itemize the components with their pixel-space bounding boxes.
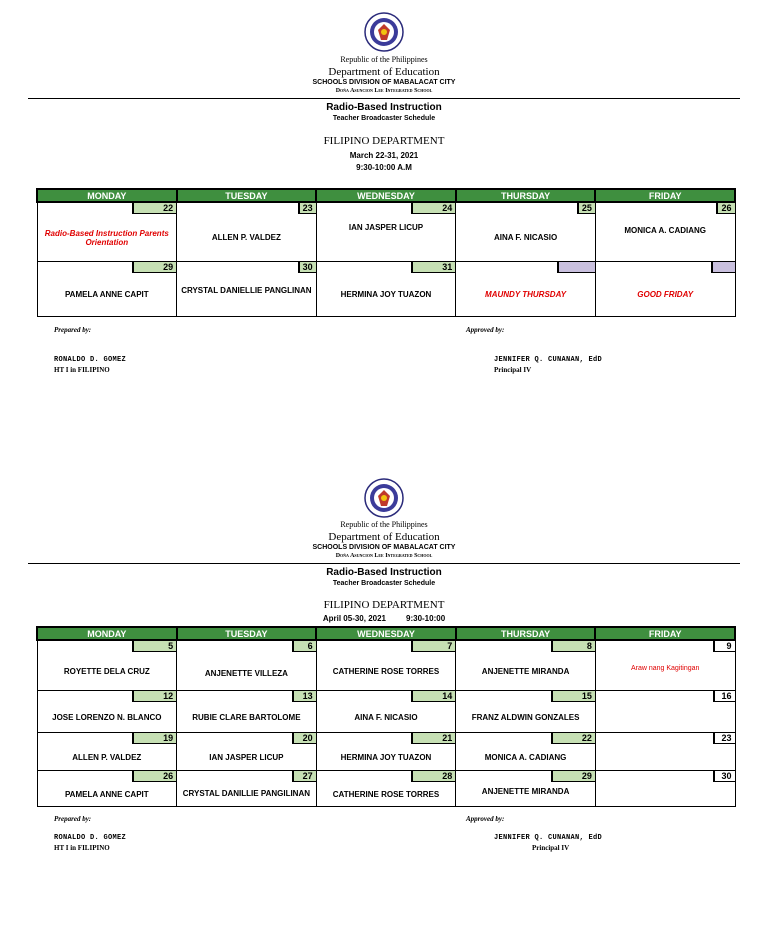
day-header: THURSDAY — [456, 189, 596, 202]
day-cell — [456, 640, 596, 690]
date-number: 12 — [132, 691, 176, 702]
schedule-table — [36, 626, 736, 807]
date-number: 30 — [713, 771, 735, 782]
date-number: 30 — [298, 262, 316, 273]
date-number: 6 — [292, 641, 316, 652]
day-cell — [177, 732, 317, 770]
teacher-name: RUBIE CLARE BARTOLOME — [192, 712, 301, 722]
schedule-subtitle: Teacher Broadcaster Schedule — [332, 115, 436, 122]
schedule-subtitle: Teacher Broadcaster Schedule — [332, 580, 436, 587]
schedule-dates-time — [0, 614, 768, 623]
date-number: 26 — [716, 203, 734, 214]
department-line: Department of Education — [328, 66, 440, 78]
preparer-title: HT I in FILIPINO — [54, 844, 110, 852]
schedule-title: Radio-Based Instruction — [326, 567, 442, 578]
date-number: 19 — [132, 733, 176, 744]
date-number: 16 — [713, 691, 735, 702]
schedule-dates: March 22-31, 2021 — [349, 151, 419, 160]
date-number: 22 — [551, 733, 595, 744]
day-cell — [456, 202, 596, 261]
date-number: 22 — [132, 203, 176, 214]
division-line: SCHOOLS DIVISION OF MABALACAT CITY — [312, 79, 456, 86]
schedule-dates: April 05-30, 2021 — [322, 614, 386, 623]
teacher-name: Radio-Based Instruction Parents Orientation — [44, 228, 169, 247]
deped-seal-icon — [364, 12, 404, 52]
approver-title: Principal IV — [532, 844, 570, 852]
day-cell — [177, 770, 317, 806]
weekday-header-row — [37, 189, 735, 202]
day-cell — [37, 732, 177, 770]
day-cell — [595, 690, 735, 732]
teacher-name: ALLEN P. VALDEZ — [72, 752, 142, 762]
schedule-title: Radio-Based Instruction — [326, 102, 442, 113]
date-number: 9 — [713, 641, 735, 652]
teacher-name: CRYSTAL DANIELLIE PANGLINAN — [181, 286, 312, 295]
day-cell — [595, 202, 735, 261]
approver-name: JENNIFER Q. CUNANAN, EdD — [494, 834, 603, 842]
week-row — [37, 690, 735, 732]
date-number: 26 — [132, 771, 176, 782]
teacher-name: AINA F. NICASIO — [493, 233, 558, 243]
approver-title: Principal IV — [494, 366, 532, 374]
day-cell — [595, 732, 735, 770]
teacher-name: ALLEN P. VALDEZ — [211, 233, 281, 243]
day-cell — [595, 770, 735, 806]
day-cell — [177, 690, 317, 732]
weekday-header-row — [37, 627, 735, 640]
day-header: MONDAY — [37, 627, 177, 640]
day-cell — [316, 640, 456, 690]
day-cell — [456, 261, 596, 316]
teacher-name — [596, 745, 735, 757]
schedule-time: 9:30-10:00 A.M — [356, 163, 412, 172]
teacher-name: ANJENETTE MIRANDA — [481, 786, 570, 796]
teacher-name: CRYSTAL DANILLIE PANGILINAN — [182, 788, 311, 798]
day-cell — [456, 732, 596, 770]
day-cell — [177, 640, 317, 690]
day-header: THURSDAY — [456, 627, 596, 640]
day-cell — [177, 202, 317, 261]
day-header: MONDAY — [37, 189, 177, 202]
day-header: WEDNESDAY — [316, 189, 456, 202]
approved-by-label: Approved by: — [466, 815, 505, 823]
teacher-name: AINA F. NICASIO — [354, 712, 418, 722]
date-number: 24 — [411, 203, 455, 214]
approved-by-label: Approved by: — [466, 326, 505, 334]
teacher-name — [596, 782, 735, 794]
teacher-name: ANJENETTE VILLEZA — [204, 668, 288, 678]
day-cell — [595, 261, 735, 316]
department-name: FILIPINO DEPARTMENT — [323, 599, 445, 611]
preparer-title: HT I in FILIPINO — [54, 366, 110, 374]
day-header: FRIDAY — [595, 627, 735, 640]
schedule-time: 9:30-10:00 — [406, 614, 446, 623]
date-number: 13 — [292, 691, 316, 702]
date-number: 14 — [411, 691, 455, 702]
day-header: TUESDAY — [177, 189, 317, 202]
day-cell — [316, 770, 456, 806]
day-cell — [316, 690, 456, 732]
teacher-name: MONICA A. CADIANG — [624, 226, 706, 236]
division-line: SCHOOLS DIVISION OF MABALACAT CITY — [312, 544, 456, 551]
prepared-by-label: Prepared by: — [54, 815, 92, 823]
date-number: 29 — [132, 262, 176, 273]
department-line: Department of Education — [328, 531, 440, 543]
teacher-name: IAN JASPER LICUP — [348, 223, 424, 233]
day-cell — [37, 202, 177, 261]
teacher-name: CATHERINE ROSE TORRES — [332, 789, 440, 799]
schedule-table — [36, 188, 736, 317]
day-cell — [316, 202, 456, 261]
day-cell — [316, 261, 456, 316]
day-cell — [177, 261, 317, 316]
approver-name: JENNIFER Q. CUNANAN, EdD — [494, 356, 603, 364]
week-row — [37, 640, 735, 690]
teacher-name: JOSE LORENZO N. BLANCO — [52, 712, 162, 722]
holiday-label: Araw nang Kagitingan — [630, 664, 700, 672]
week-row — [37, 732, 735, 770]
teacher-name: MONICA A. CADIANG — [484, 752, 567, 762]
teacher-name: PAMELA ANNE CAPIT — [64, 290, 149, 299]
date-number: 15 — [551, 691, 595, 702]
date-number: 27 — [292, 771, 316, 782]
prepared-by-label: Prepared by: — [54, 326, 92, 334]
day-cell — [595, 640, 735, 690]
day-cell — [456, 690, 596, 732]
holiday-label: GOOD FRIDAY — [637, 290, 694, 299]
day-cell — [456, 770, 596, 806]
date-number: 5 — [132, 641, 176, 652]
date-number — [711, 262, 735, 273]
date-number: 8 — [551, 641, 595, 652]
teacher-name: HERMINA JOY TUAZON — [340, 752, 432, 762]
date-number: 21 — [411, 733, 455, 744]
day-header: WEDNESDAY — [316, 627, 456, 640]
republic-line: Republic of the Philippines — [340, 55, 428, 64]
date-number: 7 — [411, 641, 455, 652]
day-header: FRIDAY — [595, 189, 735, 202]
teacher-name — [596, 705, 735, 717]
date-number: 25 — [577, 203, 595, 214]
teacher-name: IAN JASPER LICUP — [209, 752, 284, 762]
header-divider — [28, 98, 740, 99]
date-number: 29 — [551, 771, 595, 782]
teacher-name: ROYETTE DELA CRUZ — [63, 666, 150, 676]
day-header: TUESDAY — [177, 627, 317, 640]
day-cell — [37, 261, 177, 316]
week-row — [37, 261, 735, 316]
republic-line: Republic of the Philippines — [340, 520, 428, 529]
date-number: 31 — [411, 262, 455, 273]
date-number: 20 — [292, 733, 316, 744]
week-row — [37, 202, 735, 261]
day-cell — [316, 732, 456, 770]
header-divider — [28, 563, 740, 564]
teacher-name: PAMELA ANNE CAPIT — [64, 789, 149, 799]
date-number: 23 — [713, 733, 735, 744]
date-number: 28 — [411, 771, 455, 782]
date-number — [557, 262, 595, 273]
school-line: Doña Asuncion Lee Integrated School — [335, 553, 433, 559]
preparer-name: RONALDO D. GOMEZ — [54, 834, 127, 842]
date-number: 23 — [298, 203, 316, 214]
day-cell — [37, 640, 177, 690]
week-row — [37, 770, 735, 806]
preparer-name: RONALDO D. GOMEZ — [54, 356, 127, 364]
teacher-name: FRANZ ALDWIN GONZALES — [471, 712, 580, 722]
holiday-label: MAUNDY THURSDAY — [485, 290, 567, 299]
day-cell — [37, 690, 177, 732]
deped-seal-icon — [364, 478, 404, 518]
teacher-name: ANJENETTE MIRANDA — [481, 666, 570, 676]
teacher-name: CATHERINE ROSE TORRES — [332, 666, 440, 676]
department-name: FILIPINO DEPARTMENT — [323, 135, 445, 147]
teacher-name: HERMINA JOY TUAZON — [340, 290, 432, 299]
school-line: Doña Asuncion Lee Integrated School — [335, 88, 433, 94]
day-cell — [37, 770, 177, 806]
